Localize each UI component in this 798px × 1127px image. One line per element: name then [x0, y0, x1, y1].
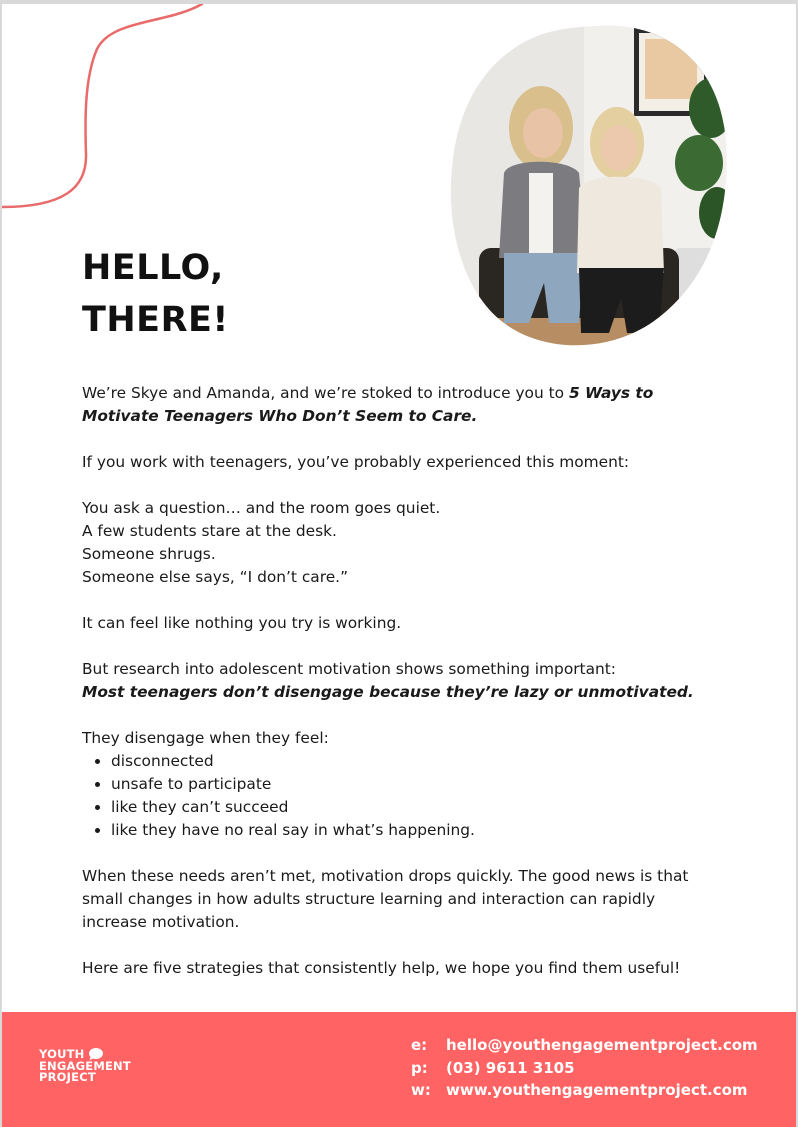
photo-illustration — [449, 23, 729, 351]
experience-paragraph: If you work with teenagers, you’ve probably experienced this moment: — [82, 453, 630, 471]
footer-band — [2, 1012, 796, 1127]
page-heading — [82, 242, 229, 346]
research-paragraph — [82, 658, 722, 704]
contact-label: p: — [411, 1058, 428, 1077]
contact-email-row — [411, 1034, 758, 1057]
contact-phone-row — [411, 1057, 758, 1080]
disengage-intro: They disengage when they feel: — [82, 729, 329, 747]
research-line: But research into adolescent motivation shows something important: — [82, 660, 616, 678]
heading-line-2: THERE! — [82, 300, 229, 340]
founders-photo — [449, 23, 729, 351]
guide-title: 5 Ways to Motivate Teenagers Who Don’t Seem to Care. — [82, 384, 654, 425]
list-item: • unsafe to participate — [111, 773, 722, 796]
email-link[interactable]: hello@youthengagementproject.com — [446, 1036, 758, 1054]
moment-line: You ask a question… and the room goes quiet. — [82, 499, 441, 517]
list-item: • like they have no real say in what’s happening. — [111, 819, 722, 842]
feeling-paragraph: It can feel like nothing you try is working. — [82, 614, 402, 632]
contact-details — [411, 1034, 758, 1102]
needs-paragraph: When these needs aren’t met, motivation drops quickly. The good news is that small changes in how adults structure learning and interaction can rapidly increase motivation. — [82, 867, 689, 931]
moment-line: Someone else says, “I don’t care.” — [82, 568, 349, 586]
body-text — [82, 382, 722, 1003]
intro-paragraph — [82, 382, 722, 428]
moment-line: A few students stare at the desk. — [82, 522, 337, 540]
logo-line: YOUTH — [39, 1047, 85, 1061]
contact-label: w: — [411, 1081, 431, 1099]
logo-line: PROJECT — [39, 1070, 96, 1084]
logo-line: ENGAGEMENT — [39, 1058, 131, 1073]
moment-paragraph — [82, 497, 722, 589]
list-item: • like they can’t succeed — [111, 796, 722, 819]
list-item: • disconnected — [111, 750, 722, 773]
speech-bubble-icon — [88, 1047, 104, 1061]
research-emphasis: Most teenagers don’t disengage because they’re lazy or unmotivated. — [82, 683, 694, 701]
closing-paragraph: Here are five strategies that consistently help, we hope you find them useful! — [82, 959, 681, 977]
youth-engagement-project-logo — [39, 1049, 131, 1084]
document-page — [2, 4, 796, 1127]
phone-link[interactable]: (03) 9611 3105 — [446, 1058, 575, 1077]
intro-text: We’re Skye and Amanda, and we’re stoked to introduce you to — [82, 384, 569, 402]
contact-web-row — [411, 1079, 758, 1102]
disengage-list — [82, 750, 722, 842]
disengage-section — [82, 727, 722, 842]
website-link[interactable]: www.youthengagementproject.com — [446, 1081, 748, 1099]
contact-label: e: — [411, 1036, 428, 1054]
moment-line: Someone shrugs. — [82, 545, 216, 563]
heading-line-1: HELLO, — [82, 248, 224, 288]
decorative-swirl — [2, 4, 222, 224]
